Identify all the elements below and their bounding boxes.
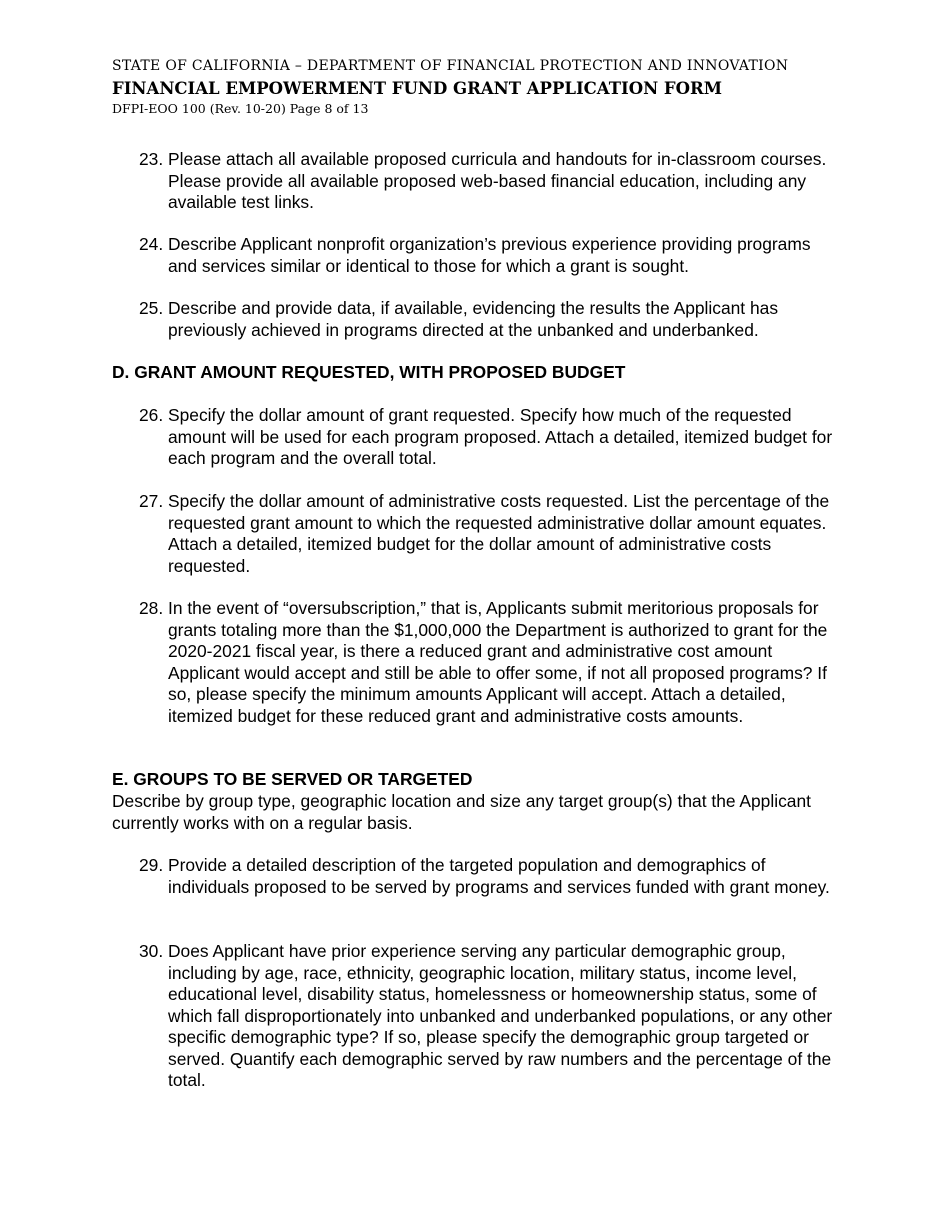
section-e-intro: Describe by group type, geographic location and size any target group(s) that the Applicant currently works with on a regular basis.	[112, 791, 811, 833]
question-number: 23.	[139, 149, 164, 169]
question-30	[139, 941, 839, 1092]
question-text: Please attach all available proposed curricula and handouts for in-classroom courses. Please provide all available proposed web-based financial education, including any available test links.	[168, 149, 827, 212]
question-23	[139, 149, 839, 214]
department-line: STATE OF CALIFORNIA – DEPARTMENT OF FINANCIAL PROTECTION AND INNOVATION	[112, 58, 789, 74]
question-text: Does Applicant have prior experience serving any particular demographic group, including by age, race, ethnicity, geographic location, military status, income level, educational level, disability status, homelessness or homeownership status, some of which fall disproportionately into unbanked and underbanked populations, or any other specific demographic type? If so, please specify the demographic group targeted or served. Quantify each demographic served by raw numbers and the percentage of the total.	[168, 941, 833, 1090]
question-text: In the event of “oversubscription,” that is, Applicants submit meritorious proposals for grants totaling more than the $1,000,000 the Department is authorized to grant for the 2020-2021 fiscal year, is there a reduced grant and administrative cost amount Applicant would accept and still be able to offer some, if not all proposed programs? If so, please specify the minimum amounts Applicant will accept. Attach a detailed, itemized budget for these reduced grant and administrative costs amounts.	[168, 598, 828, 726]
question-25	[139, 298, 839, 341]
question-text: Describe and provide data, if available, evidencing the results the Applicant has previously achieved in programs directed at the unbanked and underbanked.	[168, 298, 779, 340]
question-number: 27.	[139, 491, 164, 511]
question-29	[139, 855, 839, 898]
question-text: Specify the dollar amount of grant requested. Specify how much of the requested amount will be used for each program proposed. Attach a detailed, itemized budget for each program and the overall total.	[168, 405, 833, 468]
question-number: 26.	[139, 405, 164, 425]
question-24	[139, 234, 839, 277]
form-title: FINANCIAL EMPOWERMENT FUND GRANT APPLICATION FORM	[112, 79, 722, 98]
question-text: Describe Applicant nonprofit organization’s previous experience providing programs and services similar or identical to those for which a grant is sought.	[168, 234, 811, 276]
question-text: Specify the dollar amount of administrative costs requested. List the percentage of the requested grant amount to which the requested administrative dollar amount equates. Attach a detailed, itemized budget for the dollar amount of administrative costs requested.	[168, 491, 830, 576]
question-28	[139, 598, 839, 727]
question-number: 24.	[139, 234, 164, 254]
question-number: 25.	[139, 298, 164, 318]
question-26	[139, 405, 839, 470]
question-number: 28.	[139, 598, 164, 618]
question-text: Provide a detailed description of the targeted population and demographics of individuals proposed to be served by programs and services funded with grant money.	[168, 855, 830, 897]
section-e-heading: E. GROUPS TO BE SERVED OR TARGETED	[112, 769, 473, 789]
form-number-page: DFPI-EOO 100 (Rev. 10-20) Page 8 of 13	[112, 101, 369, 116]
section-d-heading: D. GRANT AMOUNT REQUESTED, WITH PROPOSED BUDGET	[112, 362, 626, 382]
page-header	[112, 56, 872, 118]
question-number: 29.	[139, 855, 164, 875]
question-number: 30.	[139, 941, 164, 961]
question-27	[139, 491, 839, 577]
